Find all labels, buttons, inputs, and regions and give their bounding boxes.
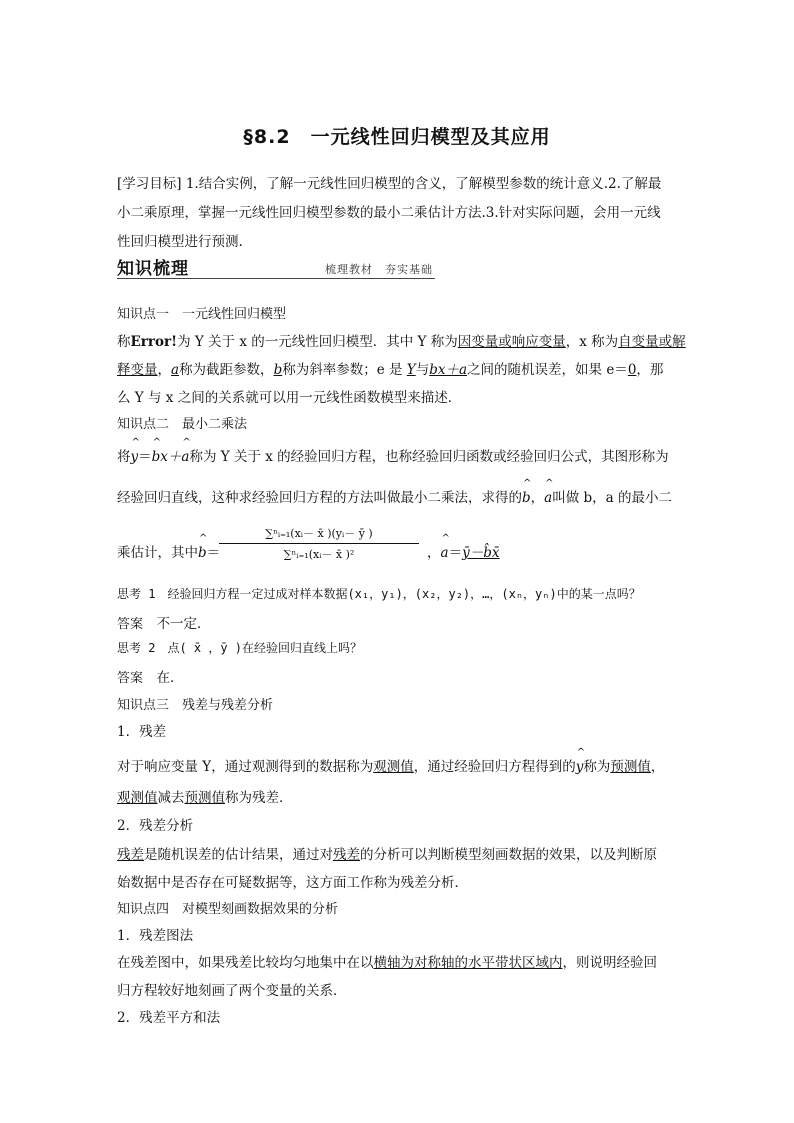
text: 为 Y 关于 x 的一元线性回归模型．其中 Y 称为: [177, 334, 458, 350]
fill-blank: ȳ－b̂x̄: [462, 545, 500, 561]
section-banner-subtitle: 梳理教材 夯实基础: [325, 263, 433, 276]
text: x＋: [160, 449, 182, 465]
text: ＝: [206, 545, 221, 561]
kp1-heading: 知识点一 一元线性回归模型: [117, 307, 287, 322]
a-hat: ^ a: [544, 490, 552, 506]
kp4-sub-1: 1．残差图法: [117, 928, 194, 944]
fraction-denominator: ∑ⁿᵢ₌₁(xᵢ－ x̄ )²: [283, 548, 355, 561]
text: 称为 Y 关于 x 的经验回归方程，也称经验回归函数或经验回归公式，其图形称为: [189, 449, 669, 465]
text: ，: [530, 490, 545, 506]
answer-label: 答案: [117, 671, 144, 686]
kp2-line-1: [117, 445, 677, 465]
fill-blank: Y: [406, 362, 416, 378]
kp4-heading: 知识点四 对模型刻画数据效果的分析: [117, 902, 339, 917]
page-title: §8.2 一元线性回归模型及其应用: [243, 126, 551, 148]
b-hat: ^ b: [522, 490, 531, 506]
text: 称为斜率参数；e 是: [282, 362, 407, 378]
fill-blank: 观测值: [117, 790, 158, 806]
fill-blank: a: [171, 362, 180, 378]
b-hat: ^ b: [152, 449, 161, 465]
objectives-tag: [学习目标]: [117, 176, 182, 192]
think-1-answer: [117, 612, 677, 632]
text: 称为: [583, 759, 611, 775]
fill-blank: 因变量或响应变量: [457, 334, 566, 350]
text: ，通过经验回归方程得到的: [413, 759, 576, 775]
kp1-line-1: [117, 330, 686, 350]
text: 对于响应变量 Y，通过观测得到的数据称为: [117, 759, 374, 775]
text: ，: [427, 545, 441, 561]
section-banner: [117, 251, 435, 281]
formula-suffix: [427, 541, 499, 561]
text: 将: [117, 449, 131, 465]
text: 称为残差．: [225, 790, 293, 806]
fill-blank: 预测值: [610, 759, 651, 775]
kp2-heading: 知识点二 最小二乘法: [117, 417, 248, 432]
answer-label: 答案: [117, 617, 144, 632]
kp2-formula: [117, 525, 677, 573]
a-hat: ^ a: [181, 449, 189, 465]
fill-blank: 观测值: [373, 759, 414, 775]
text: ，则说明经验回: [562, 955, 657, 971]
text: ＝: [448, 545, 463, 561]
kp3-sub-2: 2．残差分析: [117, 818, 194, 834]
think-1-question: 思考 1 经验回归方程一定过成对样本数据(x₁，y₁)，(x₂，y₂)，…，(xₙ，yₙ)中的某一点吗？: [117, 587, 641, 601]
section-banner-label: 知识梳理: [117, 259, 189, 279]
text: ，: [650, 759, 665, 775]
text: 的分析可以判断模型刻画数据的效果，以及判断原: [360, 847, 657, 863]
kp1-line-3: 么 Y 与 x 之间的关系就可以用一元线性函数模型来描述．: [117, 390, 462, 406]
text: ，x 称为: [565, 334, 619, 350]
kp4-line-1: [117, 951, 677, 971]
kp3-line-2: [117, 786, 677, 806]
text: ，那: [636, 362, 664, 378]
fraction-numerator: ∑ⁿᵢ₌₁(xᵢ－ x̄ )(yᵢ－ ȳ ): [265, 527, 373, 540]
kp3-line-1: [117, 755, 677, 775]
kp3-heading: 知识点三 残差与残差分析: [117, 698, 274, 713]
objectives-line-2: 小二乘原理，掌握一元线性回归模型参数的最小二乘估计方法.3.针对实际问题，会用一元线: [117, 205, 661, 221]
section-banner-rule: [117, 278, 435, 279]
kp3-sub-1: 1．残差: [117, 724, 167, 740]
text: 与: [415, 362, 430, 378]
text: ，: [157, 362, 171, 378]
fraction-bar: [219, 543, 419, 544]
fill-blank: 预测值: [184, 790, 225, 806]
fill-blank: 0: [627, 362, 637, 378]
kp1-line-2: [117, 358, 677, 378]
a-hat: ^ a: [441, 545, 449, 561]
text: 是随机误差的估计结果，通过对: [144, 847, 333, 863]
think-2-question: 思考 2 点( x̄ ，ȳ )在经验回归直线上吗？: [117, 641, 363, 655]
text: 称为截距参数，: [179, 362, 274, 378]
y-hat: ^ y: [576, 759, 584, 775]
text: 减去: [157, 790, 185, 806]
kp2-line-2: [117, 486, 677, 506]
text: 称: [117, 334, 131, 350]
text: 叫做 b，a 的最小二: [552, 490, 672, 506]
fill-blank: 残差: [333, 847, 360, 863]
text: 乘估计，其中: [117, 545, 198, 561]
fill-blank: 横轴为对称轴的水平带状区域内: [373, 955, 563, 971]
objectives-text-1: 1.结合实例，了解一元线性回归模型的含义，了解模型参数的统计意义.2.了解最: [185, 176, 662, 192]
answer-text: 在．: [156, 670, 184, 686]
y-hat: ^ y: [131, 449, 139, 465]
kp4-sub-2: 2．残差平方和法: [117, 1010, 221, 1026]
objectives-line-1: [117, 172, 677, 192]
kp3-line-3: [117, 843, 677, 863]
fill-blank: 自变量或解: [618, 334, 686, 350]
kp4-line-2: 归方程较好地刻画了两个变量的关系．: [117, 983, 347, 999]
fill-blank: b: [273, 362, 283, 378]
b-hat: ^ b: [198, 545, 207, 561]
objectives-line-3: 性回归模型进行预测.: [117, 234, 243, 250]
answer-text: 不一定．: [156, 616, 211, 632]
fill-blank: 释变量: [117, 362, 158, 378]
think-2-answer: [117, 666, 677, 686]
text: 经验回归直线，这种求经验回归方程的方法叫做最小二乘法，求得的: [117, 490, 522, 506]
formula-prefix: [117, 541, 220, 561]
kp3-line-4: 始数据中是否存在可疑数据等，这方面工作称为残差分析．: [117, 875, 468, 891]
text: 在残差图中，如果残差比较均匀地集中在以: [117, 955, 374, 971]
fill-blank: bx＋a: [429, 362, 468, 378]
text: ＝: [138, 449, 152, 465]
error-text: Error!: [130, 334, 178, 350]
text: 之间的随机误差，如果 e＝: [467, 362, 628, 378]
fraction: [219, 525, 419, 562]
fill-blank: 残差: [117, 847, 144, 863]
